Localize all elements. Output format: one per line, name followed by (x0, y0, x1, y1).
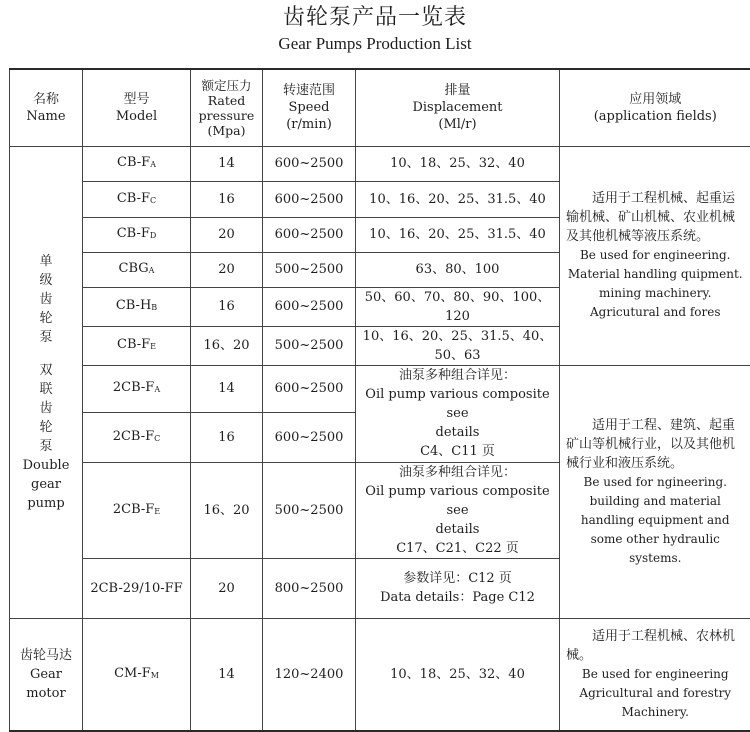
header-row (10, 69, 750, 146)
displacement-note-b: 油泵多种组合详见： Oil pump various composite see details C17、C21、C22 页 (356, 462, 560, 558)
pressure-cell: 14 (191, 365, 263, 412)
displacement-cell: 10、18、25、32、40 (356, 146, 560, 181)
application-single: 适用于工程机械、起重运输机械、矿山机械、农业机械及其他机械等液压系统。 Be used for engineering. Material handling quipment. mining machinery. Agricutural and fores (560, 146, 750, 365)
model-cell: CB-FD (83, 217, 191, 252)
speed-cell: 500~2500 (263, 252, 356, 287)
speed-cell: 120~2400 (263, 618, 356, 731)
page-subtitle: Gear Pumps Production List (0, 33, 750, 55)
speed-cell: 800~2500 (263, 558, 356, 618)
pressure-cell: 14 (191, 146, 263, 181)
table-row (10, 146, 750, 181)
application-double: 适用于工程、建筑、起重矿山等机械行业，以及其他机械行业和液压系统。 Be used for ngineering. building and material handling equipment and some other hydraulic systems. (560, 365, 750, 618)
speed-cell: 500~2500 (263, 326, 356, 365)
speed-cell: 600~2500 (263, 146, 356, 181)
pressure-cell: 16、20 (191, 326, 263, 365)
model-cell: CB-FE (83, 326, 191, 365)
model-cell: 2CB-FC (83, 412, 191, 462)
header-name: 名称 Name (10, 69, 83, 146)
displacement-cell: 10、16、20、25、31.5、40 (356, 181, 560, 217)
displacement-cell: 10、18、25、32、40 (356, 618, 560, 731)
displacement-cell: 10、16、20、25、31.5、40、50、63 (356, 326, 560, 365)
speed-cell: 600~2500 (263, 287, 356, 326)
pressure-cell: 16 (191, 287, 263, 326)
header-displacement: 排量 Displacement (Ml/r) (356, 69, 560, 146)
category-motor: 齿轮马达 Gear motor (10, 618, 83, 731)
application-motor: 适用于工程机械、农林机械。 Be used for engineering Agricultural and forestry Machinery. (560, 618, 750, 731)
model-cell: CB-FA (83, 146, 191, 181)
model-cell: CB-HB (83, 287, 191, 326)
pressure-cell: 16 (191, 181, 263, 217)
header-application: 应用领域 (application fields) (560, 69, 750, 146)
page-title: 齿轮泵产品一览表 (0, 4, 750, 32)
model-cell: 2CB-FE (83, 462, 191, 558)
table-row (10, 618, 750, 731)
header-pressure: 额定压力 Rated pressure (Mpa) (191, 69, 263, 146)
product-table (9, 68, 750, 732)
header-speed: 转速范围 Speed (r/min) (263, 69, 356, 146)
model-cell: CM-FM (83, 618, 191, 731)
speed-cell: 600~2500 (263, 217, 356, 252)
category-pump: 单 级 齿 轮 泵 双 联 齿 轮 泵 Double gear pump (10, 146, 83, 618)
table-row (10, 365, 750, 412)
model-cell: CB-FC (83, 181, 191, 217)
model-cell: 2CB-FA (83, 365, 191, 412)
displacement-cell: 50、60、70、80、90、100、120 (356, 287, 560, 326)
displacement-cell: 10、16、20、25、31.5、40 (356, 217, 560, 252)
pressure-cell: 20 (191, 217, 263, 252)
pressure-cell: 20 (191, 252, 263, 287)
speed-cell: 600~2500 (263, 365, 356, 412)
pressure-cell: 20 (191, 558, 263, 618)
speed-cell: 600~2500 (263, 181, 356, 217)
displacement-note-c: 参数详见：C12 页 Data details：Page C12 (356, 558, 560, 618)
pressure-cell: 16 (191, 412, 263, 462)
displacement-cell: 63、80、100 (356, 252, 560, 287)
speed-cell: 500~2500 (263, 462, 356, 558)
pressure-cell: 14 (191, 618, 263, 731)
model-cell: 2CB-29/10-FF (83, 558, 191, 618)
displacement-note-a: 油泵多种组合详见： Oil pump various composite see details C4、C11 页 (356, 365, 560, 462)
speed-cell: 600~2500 (263, 412, 356, 462)
header-model: 型号 Model (83, 69, 191, 146)
model-cell: CBGA (83, 252, 191, 287)
pressure-cell: 16、20 (191, 462, 263, 558)
